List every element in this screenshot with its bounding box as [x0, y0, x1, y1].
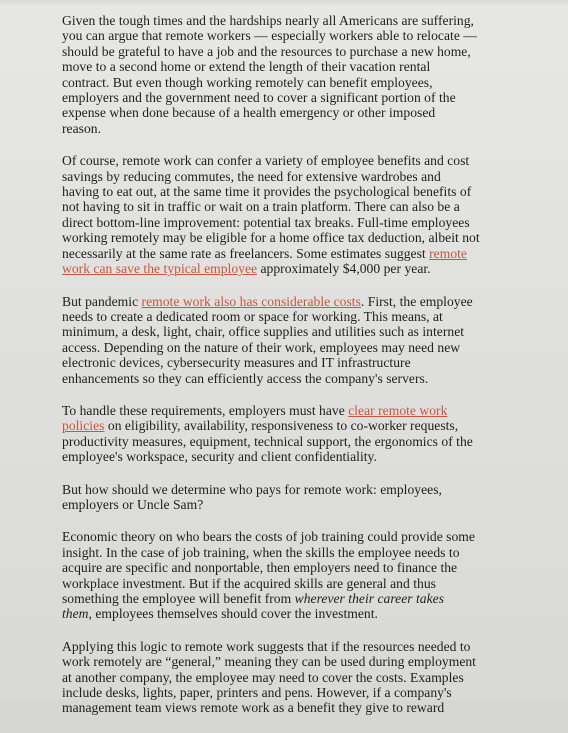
text-segment: employers or Uncle Sam? [62, 496, 204, 512]
text-line [62, 591, 514, 606]
text-line [62, 355, 514, 370]
text-segment: To handle these requirements, employers must have [62, 402, 349, 418]
text-line [62, 261, 514, 276]
text-segment: productivity measures, equipment, technical support, the ergonomics of the [62, 433, 473, 449]
inline-link[interactable]: clear remote work [348, 402, 448, 418]
text-line [62, 28, 514, 43]
text-line [62, 670, 514, 685]
text-line [62, 560, 514, 575]
text-segment: something the employee will benefit from [62, 591, 295, 606]
text-segment: Applying this logic to remote work suggests that if the resources needed to [62, 638, 471, 654]
text-line [62, 606, 514, 621]
text-segment: at another company, the employee may need to cover the costs. Examples [62, 669, 464, 685]
text-line [62, 700, 514, 715]
text-line [62, 59, 514, 74]
text-line [62, 449, 514, 464]
text-segment: workplace investment. But if the acquired skills are general and thus [62, 575, 436, 591]
text-line [62, 309, 514, 324]
text-segment: having to eat out, at the same time it provides the psychological benefits of [62, 184, 472, 200]
text-line [62, 153, 514, 168]
inline-link[interactable]: remote [429, 245, 467, 261]
text-line [62, 482, 514, 497]
text-line [62, 230, 514, 245]
text-line [62, 340, 514, 355]
text-line [62, 497, 514, 512]
text-line [62, 403, 514, 418]
article-paragraph [62, 403, 514, 465]
text-segment: reason. [62, 120, 102, 136]
text-segment: not having to sit in traffic or wait on a train platform. There can also be a [62, 199, 460, 215]
text-segment: savings by reducing commutes, the need for extensive wardrobes and [62, 168, 441, 184]
text-line [62, 324, 514, 339]
text-line [62, 90, 514, 105]
article-paragraph [62, 639, 514, 716]
text-line [62, 184, 514, 199]
text-segment: But pandemic [62, 293, 142, 309]
text-line [62, 639, 514, 654]
text-segment: direct bottom-line improvement: potential tax breaks. Full-time employees [62, 214, 470, 230]
text-segment: necessarily at the same rate as freelancers. Some estimates suggest [62, 245, 430, 261]
text-line [62, 169, 514, 184]
text-segment: minimum, a desk, light, chair, office supplies and utilities such as internet [62, 324, 465, 340]
article-paragraph [62, 153, 514, 276]
text-line [62, 13, 514, 28]
text-segment: electronic devices, cybersecurity measures and IT infrastructure [62, 355, 411, 371]
text-line [62, 105, 514, 120]
article-paragraph [62, 482, 514, 513]
text-segment: should be grateful to have a job and the resources to purchase a new home, [62, 43, 471, 59]
text-line [62, 371, 514, 386]
text-segment: working remotely may be eligible for a home office tax deduction, albeit not [62, 230, 480, 246]
text-line [62, 294, 514, 309]
text-line [62, 545, 514, 560]
text-segment: you can argue that remote workers — especially workers able to relocate — [62, 28, 477, 44]
text-segment: insight. In the case of job training, when the skills the employee needs to [62, 544, 460, 560]
text-line [62, 75, 514, 90]
emphasis-text: them [62, 606, 89, 622]
inline-link[interactable]: work can save the typical employee [62, 261, 258, 277]
text-segment: move to a second home or extend the length of their vacation rental [62, 59, 431, 75]
text-line [62, 215, 514, 230]
text-segment: employee's workspace, security and client confidentiality. [62, 449, 377, 465]
text-segment: employers and the government need to cover a significant portion of the [62, 90, 456, 106]
text-line [62, 44, 514, 59]
text-segment: management team views remote work as a benefit they give to reward [62, 700, 445, 716]
article-body [62, 13, 514, 733]
text-segment: approximately $4,000 per year. [257, 261, 431, 277]
text-segment: access. Depending on the nature of their work, employees may need new [62, 339, 461, 355]
text-segment: acquire are specific and nonportable, then employers need to finance the [62, 560, 458, 576]
text-line [62, 418, 514, 433]
text-line [62, 576, 514, 591]
text-segment: Of course, remote work can confer a variety of employee benefits and cost [62, 153, 470, 169]
text-line [62, 434, 514, 449]
text-segment: Given the tough times and the hardships nearly all Americans are suffering, [62, 13, 474, 28]
text-line [62, 529, 514, 544]
text-segment: But how should we determine who pays for remote work: employees, [62, 481, 442, 497]
text-line [62, 654, 514, 669]
text-line [62, 246, 514, 261]
text-segment: expense when done because of a health emergency or other imposed [62, 105, 436, 121]
text-segment: needs to create a dedicated room or space for working. This means, at [62, 308, 443, 324]
page-shadow [0, 0, 568, 6]
article-paragraph [62, 529, 514, 621]
text-line [62, 685, 514, 700]
text-line [62, 199, 514, 214]
article-paragraph [62, 13, 514, 136]
text-segment: work remotely are “general,” meaning they can be used during employment [62, 654, 476, 670]
text-segment: include desks, lights, paper, printers and pens. However, if a company's [62, 685, 452, 701]
text-segment: on eligibility, availability, responsiveness to co-worker requests, [104, 418, 459, 434]
text-segment: , employees themselves should cover the investment. [88, 606, 378, 622]
emphasis-text: wherever their career takes [294, 591, 445, 606]
article-paragraph [62, 294, 514, 386]
text-segment: Economic theory on who bears the costs of job training could provide some [62, 529, 475, 545]
text-line [62, 121, 514, 136]
text-segment: contract. But even though working remotely can benefit employees, [62, 74, 433, 90]
text-segment: . First, the employee [360, 293, 473, 309]
inline-link[interactable]: remote work also has considerable costs [141, 293, 361, 309]
inline-link[interactable]: policies [62, 418, 105, 434]
text-segment: enhancements so they can efficiently access the company's servers. [62, 370, 429, 386]
